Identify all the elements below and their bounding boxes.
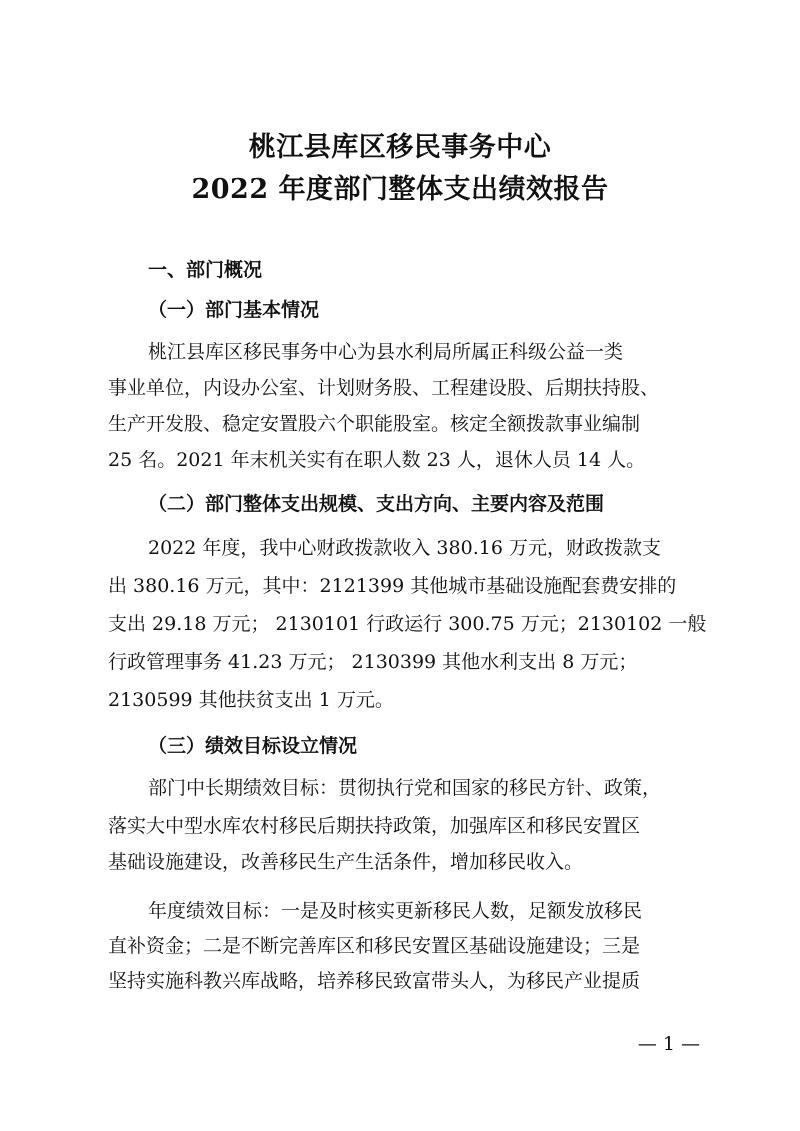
- paragraph-line: 出 380.16 万元，其中：2121399 其他城市基础设施配套费安排的: [108, 575, 677, 597]
- paragraph-line: 落实大中型水库农村移民后期扶持政策，加强库区和移民安置区: [108, 815, 641, 837]
- paragraph-line: 2022 年度，我中心财政拨款收入 380.16 万元，财政拨款支: [148, 537, 661, 559]
- paragraph-line: 支出 29.18 万元； 2130101 行政运行 300.75 万元；2130102 一般: [108, 613, 707, 635]
- subsection-heading: （三）绩效目标设立情况: [148, 735, 358, 757]
- section-heading: 一、部门概况: [148, 259, 263, 281]
- title-line-2: 2022 年度部门整体支出绩效报告: [191, 174, 609, 205]
- paragraph-line: 直补资金；二是不断完善库区和移民安置区基础设施建设；三是: [108, 935, 641, 957]
- page-number: — 1 —: [637, 1033, 700, 1055]
- paragraph-line: 25 名。2021 年末机关实有在职人数 23 人，退休人员 14 人。: [108, 449, 646, 471]
- paragraph-line: 桃江县库区移民事务中心为县水利局所属正科级公益一类: [148, 341, 624, 363]
- subsection-heading: （一）部门基本情况: [148, 299, 320, 321]
- paragraph-line: 生产开发股、稳定安置股六个职能股室。核定全额拨款事业编制: [108, 413, 641, 435]
- paragraph-line: 行政管理事务 41.23 万元； 2130399 其他水利支出 8 万元；: [108, 651, 638, 673]
- paragraph-line: 年度绩效目标：一是及时核实更新移民人数，足额发放移民: [148, 900, 643, 922]
- paragraph-line: 基础设施建设，改善移民生产生活条件，增加移民收入。: [108, 851, 584, 873]
- title-line-1: 桃江县库区移民事务中心: [248, 132, 552, 163]
- paragraph-line: 2130599 其他扶贫支出 1 万元。: [108, 689, 394, 711]
- subsection-heading: （二）部门整体支出规模、支出方向、主要内容及范围: [148, 493, 605, 515]
- paragraph-line: 事业单位，内设办公室、计划财务股、工程建设股、后期扶持股、: [108, 377, 660, 399]
- paragraph-line: 部门中长期绩效目标：贯彻执行党和国家的移民方针、政策，: [148, 777, 662, 799]
- paragraph-line: 坚持实施科教兴库战略，培养移民致富带头人，为移民产业提质: [108, 970, 641, 992]
